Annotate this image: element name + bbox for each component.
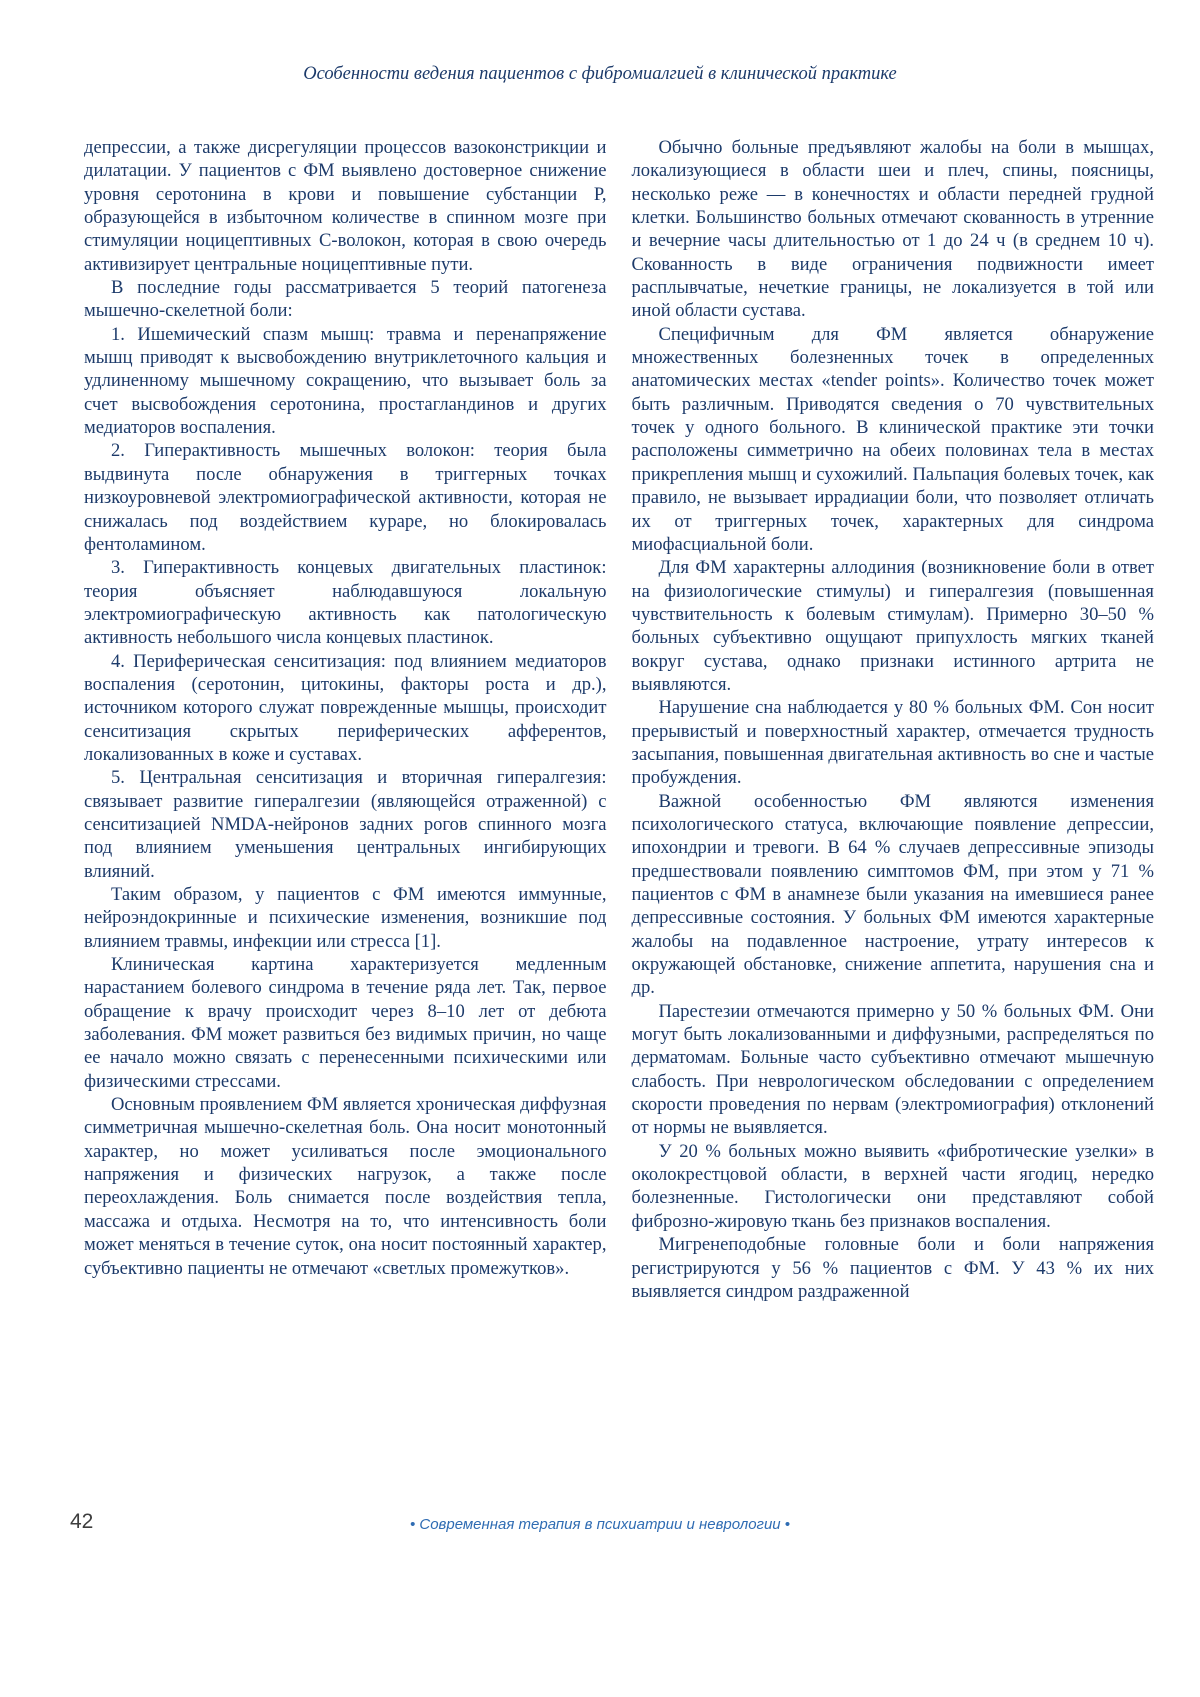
page-footer bbox=[0, 1510, 1200, 1554]
paragraph: депрессии, а также дисрегуляции процессов вазоконстрикции и дилатации. У пациентов с ФМ выявлено достоверное снижение уровня серотонина в крови и повышение субстанции Р, образующейся в избыточном количестве в спинном мозге при стимуляции ноцицептивных С-волокон, которая в свою очередь активизирует центральные ноцицептивные пути. bbox=[84, 137, 607, 275]
page-number: 42 bbox=[70, 1510, 94, 1533]
paragraph: 5. Центральная сенситизация и вторичная гипералгезия: связывает развитие гипералгезии (являющейся отраженной) с сенситизацией NMDA-нейронов задних рогов спинного мозга под влиянием уменьшения центральных ингибирующих влияний. bbox=[84, 767, 607, 882]
left-column bbox=[84, 136, 607, 1303]
right-column bbox=[632, 136, 1155, 1303]
paragraph: Мигренеподобные головные боли и боли напряжения регистрируются у 56 % пациентов с ФМ. У 43 % их них выявляется синдром раздраженной bbox=[631, 1234, 1154, 1302]
paragraph: Основным проявлением ФМ является хроническая диффузная симметричная мышечно-скелетная боль. Она носит монотонный характер, но может усиливаться после эмоционального напряжения и физических нагрузок, а также после переохлаждения. Боль снимается после воздействия тепла, массажа и отдыха. Несмотря на то, что интенсивность боли может меняться в течение суток, она носит постоянный характер, субъективно пациенты не отмечают «светлых промежутков». bbox=[84, 1094, 607, 1279]
paragraph: У 20 % больных можно выявить «фибротические узелки» в околокрестцовой области, в верхней части ягодиц, нередко болезненные. Гистологически они представляют собой фиброзно-жировую ткань без признаков воспаления. bbox=[631, 1140, 1154, 1232]
paragraph: Таким образом, у пациентов с ФМ имеются иммунные, нейроэндокринные и психические изменения, возникшие под влиянием травмы, инфекции или стресса [1]. bbox=[84, 884, 607, 952]
running-head: Особенности ведения пациентов с фибромиалгией в клинической практике bbox=[303, 64, 897, 84]
paragraph: Клиническая картина характеризуется медленным нарастанием болевого синдрома в течение ряда лет. Так, первое обращение к врачу происходит через 8–10 лет от дебюта заболевания. ФМ может развиться без видимых причин, но чаще ее начало можно связать с перенесенными психическими или физическими стрессами. bbox=[84, 954, 607, 1092]
journal-title: • Современная терапия в психиатрии и неврологии • bbox=[409, 1516, 791, 1533]
paragraph: 2. Гиперактивность мышечных волокон: теория была выдвинута после обнаружения в триггерных точках низкоуровневой электромиографической активности, которая не снижалась под воздействием кураре, но блокировалась фентоламином. bbox=[84, 440, 607, 555]
paragraph: Важной особенностью ФМ являются изменения психологического статуса, включающие появление депрессии, ипохондрии и тревоги. В 64 % случаев депрессивные эпизоды предшествовали появлению симптомов ФМ, при этом у 71 % пациентов с ФМ в анамнезе были указания на имевшиеся ранее депрессивные состояния. У больных ФМ имеются характерные жалобы на подавленное настроение, утрату интересов к окружающей обстановке, снижение аппетита, нарушения сна и др. bbox=[631, 790, 1154, 999]
page-body bbox=[84, 136, 1154, 1303]
paragraph: 1. Ишемический спазм мышц: травма и перенапряжение мышц приводят к высвобождению внутриклеточного кальция и удлиненному мышечному сокращению, что вызывает боль за счет высвобождения серотонина, простагландинов и других медиаторов воспаления. bbox=[84, 323, 607, 439]
paragraph: Специфичным для ФМ является обнаружение множественных болезненных точек в определенных анатомических местах «tender points». Количество точек может быть различным. Приводятся сведения о 70 чувствительных точек у одного больного. В клинической практике эти точки расположены симметрично на обеих половинах тела в местах прикрепления мышц и сухожилий. Пальпация болевых точек, как правило, не вызывает иррадиации боли, что позволяет отличать их от триггерных точек, характерных для синдрома миофасциальной боли. bbox=[631, 323, 1154, 555]
paragraph: 4. Периферическая сенситизация: под влиянием медиаторов воспаления (серотонин, цитокины, факторы роста и др.), источником которого служат поврежденные мышцы, происходит сенситизация скрытых периферических афферентов, локализованных в коже и суставах. bbox=[84, 650, 607, 765]
paragraph: Обычно больные предъявляют жалобы на боли в мышцах, локализующиеся в области шеи и плеч, спины, поясницы, несколько реже — в конечностях и области передней грудной клетки. Большинство больных отмечают скованность в утренние и вечерние часы длительностью от 1 до 24 ч (в среднем 10 ч). Скованность в виде ограничения подвижности имеет расплывчатые, нечеткие границы, не локализуется в той или иной области сустава. bbox=[631, 137, 1154, 322]
paragraph: В последние годы рассматривается 5 теорий патогенеза мышечно-скелетной боли: bbox=[84, 277, 607, 322]
paragraph: Парестезии отмечаются примерно у 50 % больных ФМ. Они могут быть локализованными и диффузными, распределяться по дерматомам. Больные часто субъективно отмечают мышечную слабость. При неврологическом обследовании с определением скорости проведения по нервам (электромиография) отклонений от нормы не выявляется. bbox=[631, 1000, 1154, 1139]
paragraph: Для ФМ характерны аллодиния (возникновение боли в ответ на физиологические стимулы) и гипералгезия (повышенная чувствительность к болевым стимулам). Примерно 30–50 % больных субъективно ощущают припухлость мягких тканей вокруг сустава, однако признаки истинного артрита не выявляются. bbox=[631, 557, 1154, 695]
paragraph: Нарушение сна наблюдается у 80 % больных ФМ. Сон носит прерывистый и поверхностный характер, отмечается трудность засыпания, повышенная двигательная активность во сне и частые пробуждения. bbox=[631, 697, 1154, 789]
paragraph: 3. Гиперактивность концевых двигательных пластинок: теория объясняет наблюдавшуюся локальную электромиографическую активность как патологическую активность небольшого числа концевых пластинок. bbox=[84, 557, 607, 649]
